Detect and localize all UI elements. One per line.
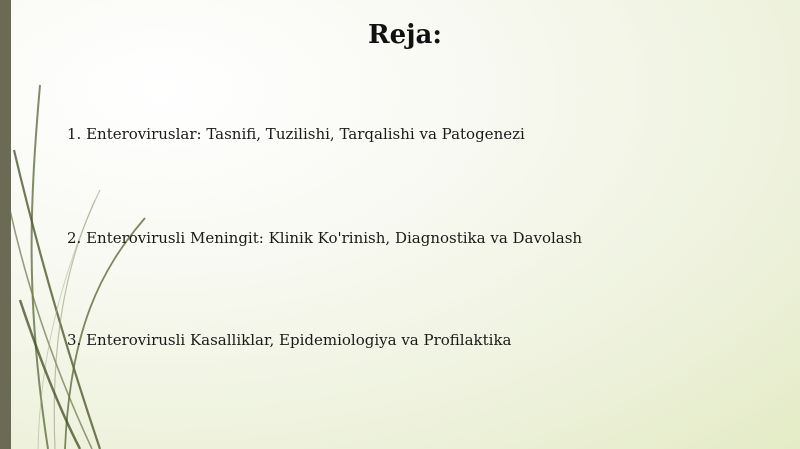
list-item: 3. Enterovirusli Kasalliklar, Epidemiologiya va Profilaktika bbox=[67, 331, 512, 349]
list-item: 2. Enterovirusli Meningit: Klinik Ko'rinish, Diagnostika va Davolash bbox=[67, 229, 583, 247]
grass-decoration bbox=[0, 0, 200, 449]
list-item: 1. Enteroviruslar: Tasnifi, Tuzilishi, Tarqalishi va Patogenezi bbox=[67, 125, 525, 143]
slide-title: Reja: bbox=[367, 20, 442, 50]
